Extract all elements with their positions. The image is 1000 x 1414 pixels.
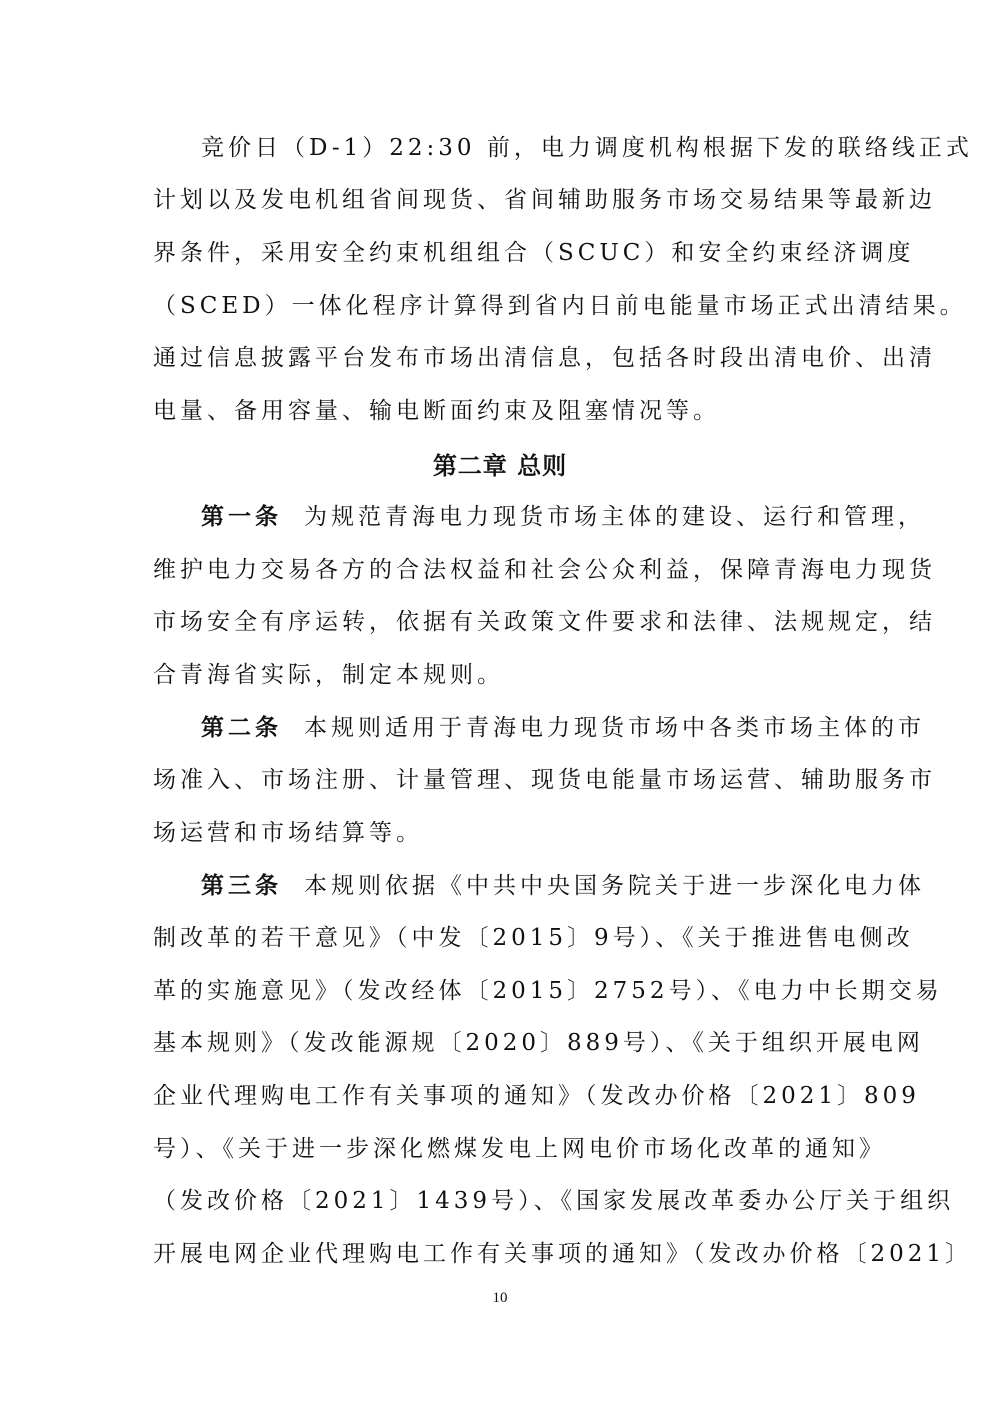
- chapter-title: 第二章 总则: [432, 452, 568, 480]
- article-label: 第三条: [201, 873, 282, 899]
- article-line: 场准入、市场注册、计量管理、现货电能量市场运营、辅助服务市: [153, 767, 936, 793]
- intro-line: 界条件，采用安全约束机组组合（SCUC）和安全约束经济调度: [153, 240, 915, 266]
- article-line: 革的实施意见》（发改经体〔2015〕2752号）、《电力中长期交易: [153, 978, 943, 1004]
- article-line: 基本规则》（发改能源规〔2020〕889号）、《关于组织开展电网: [153, 1030, 924, 1056]
- article-text: 本规则依据《中共中央国务院关于进一步深化电力体: [304, 873, 925, 899]
- article-line: 场运营和市场结算等。: [153, 820, 423, 846]
- article-line: （发改价格〔2021〕1439号）、《国家发展改革委办公厅关于组织: [153, 1188, 955, 1214]
- article-first-line: [201, 713, 925, 743]
- article-line: 开展电网企业代理购电工作有关事项的通知》（发改办价格〔2021〕: [153, 1241, 973, 1267]
- intro-line: 电量、备用容量、输电断面约束及阻塞情况等。: [153, 398, 720, 424]
- intro-line: 通过信息披露平台发布市场出清信息，包括各时段出清电价、出清: [153, 345, 936, 371]
- article-line: 维护电力交易各方的合法权益和社会公众利益，保障青海电力现货: [153, 557, 936, 583]
- intro-line: （SCED）一体化程序计算得到省内日前电能量市场正式出清结果。: [153, 293, 967, 319]
- article-line: 市场安全有序运转，依据有关政策文件要求和法律、法规规定，结: [153, 609, 936, 635]
- article-line: 制改革的若干意见》（中发〔2015〕9号）、《关于推进售电侧改: [153, 925, 914, 951]
- article-label: 第二条: [201, 715, 282, 741]
- article-line: 号）、《关于进一步深化燃煤发电上网电价市场化改革的通知》: [153, 1136, 886, 1162]
- intro-line: 竞价日（D-1）22:30 前，电力调度机构根据下发的联络线正式: [201, 135, 973, 161]
- article-first-line: [201, 871, 925, 901]
- intro-line: 计划以及发电机组省间现货、省间辅助服务市场交易结果等最新边: [153, 187, 936, 213]
- article-text: 为规范青海电力现货市场主体的建设、运行和管理，: [304, 504, 925, 530]
- article-text: 本规则适用于青海电力现货市场中各类市场主体的市: [304, 715, 925, 741]
- article-line: 合青海省实际，制定本规则。: [153, 662, 504, 688]
- article-label: 第一条: [201, 504, 282, 530]
- article-first-line: [201, 502, 925, 532]
- page-number: 10: [492, 1290, 508, 1306]
- article-line: 企业代理购电工作有关事项的通知》（发改办价格〔2021〕809: [153, 1083, 920, 1109]
